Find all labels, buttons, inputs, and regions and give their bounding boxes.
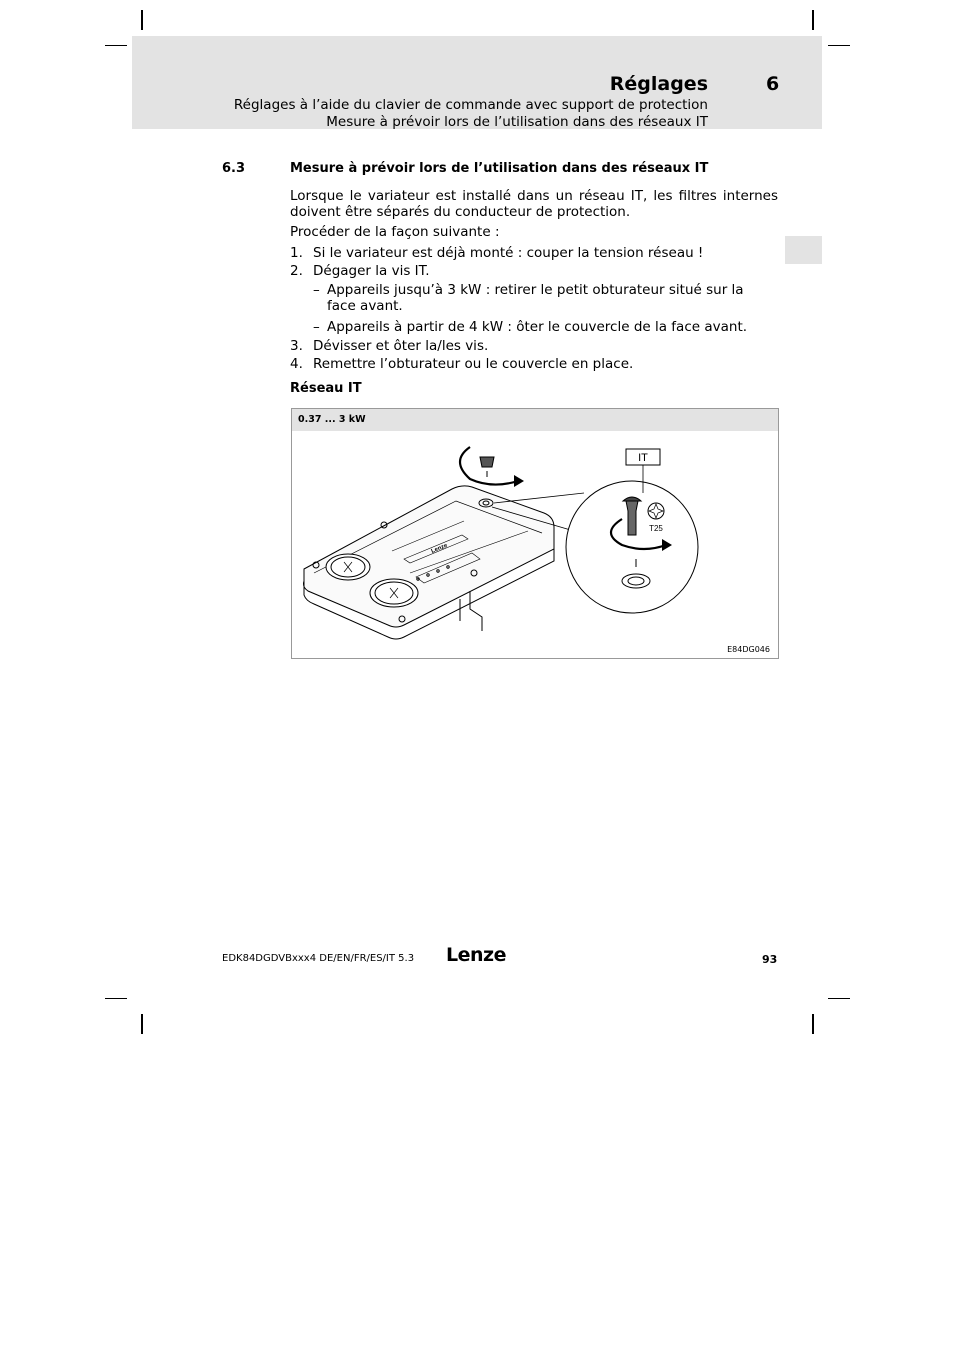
chapter-tab xyxy=(785,236,822,264)
header-subtitle: Réglages à l’aide du clavier de commande avec support de protection xyxy=(233,97,708,113)
lenze-logo: Lenze xyxy=(446,944,506,966)
intro-paragraph: Lorsque le variateur est installé dans un réseau IT, les filtres internes doivent être séparés du conducteur de protection. xyxy=(290,188,778,220)
step-number: 3. xyxy=(290,338,303,354)
footer-reference: EDK84DGDVBxxx4 DE/EN/FR/ES/IT 5.3 xyxy=(222,953,415,964)
step-text: Dévisser et ôter la/les vis. xyxy=(313,338,489,354)
section-number: 6.3 xyxy=(222,161,246,176)
crop-mark xyxy=(828,998,850,999)
crop-mark xyxy=(141,10,143,30)
step-text: Si le variateur est déjà monté : couper la tension réseau ! xyxy=(313,245,704,261)
it-callout-label: IT xyxy=(638,452,648,464)
figure-label-bar xyxy=(292,409,778,431)
substep-dash: – xyxy=(313,282,320,298)
step-number: 2. xyxy=(290,263,303,279)
it-screw-drawing xyxy=(292,431,778,658)
substep-dash: – xyxy=(313,319,320,335)
crop-mark xyxy=(141,1014,143,1034)
device-brand-label: Lenze xyxy=(430,542,449,555)
step-text: Dégager la vis IT. xyxy=(313,263,430,279)
it-screw xyxy=(626,501,638,535)
crop-mark xyxy=(812,1014,814,1034)
crop-mark xyxy=(812,10,814,30)
crop-mark xyxy=(105,45,127,46)
step-number: 1. xyxy=(290,245,303,261)
substep-text: Appareils jusqu’à 3 kW : retirer le petit obturateur situé sur la face avant. xyxy=(327,282,744,314)
chapter-title: Réglages xyxy=(609,73,708,95)
section-title: Mesure à prévoir lors de l’utilisation dans des réseaux IT xyxy=(290,161,709,176)
t25-label: T25 xyxy=(649,524,663,533)
figure-heading: Réseau IT xyxy=(290,381,362,396)
header-subtitle: Mesure à prévoir lors de l’utilisation dans des réseaux IT xyxy=(326,114,708,130)
page-number: 93 xyxy=(762,953,778,966)
step-text: Remettre l’obturateur ou le couvercle en place. xyxy=(313,356,634,372)
crop-mark xyxy=(105,998,127,999)
figure-label: 0.37 ... 3 kW xyxy=(298,414,366,425)
step-number: 4. xyxy=(290,356,303,372)
crop-mark xyxy=(828,45,850,46)
figure-box xyxy=(291,408,779,659)
chapter-number: 6 xyxy=(766,73,780,95)
figure-code: E84DG046 xyxy=(727,645,770,654)
substep-text: Appareils à partir de 4 kW : ôter le couvercle de la face avant. xyxy=(327,319,748,335)
procedure-lead: Procéder de la façon suivante : xyxy=(290,224,500,240)
